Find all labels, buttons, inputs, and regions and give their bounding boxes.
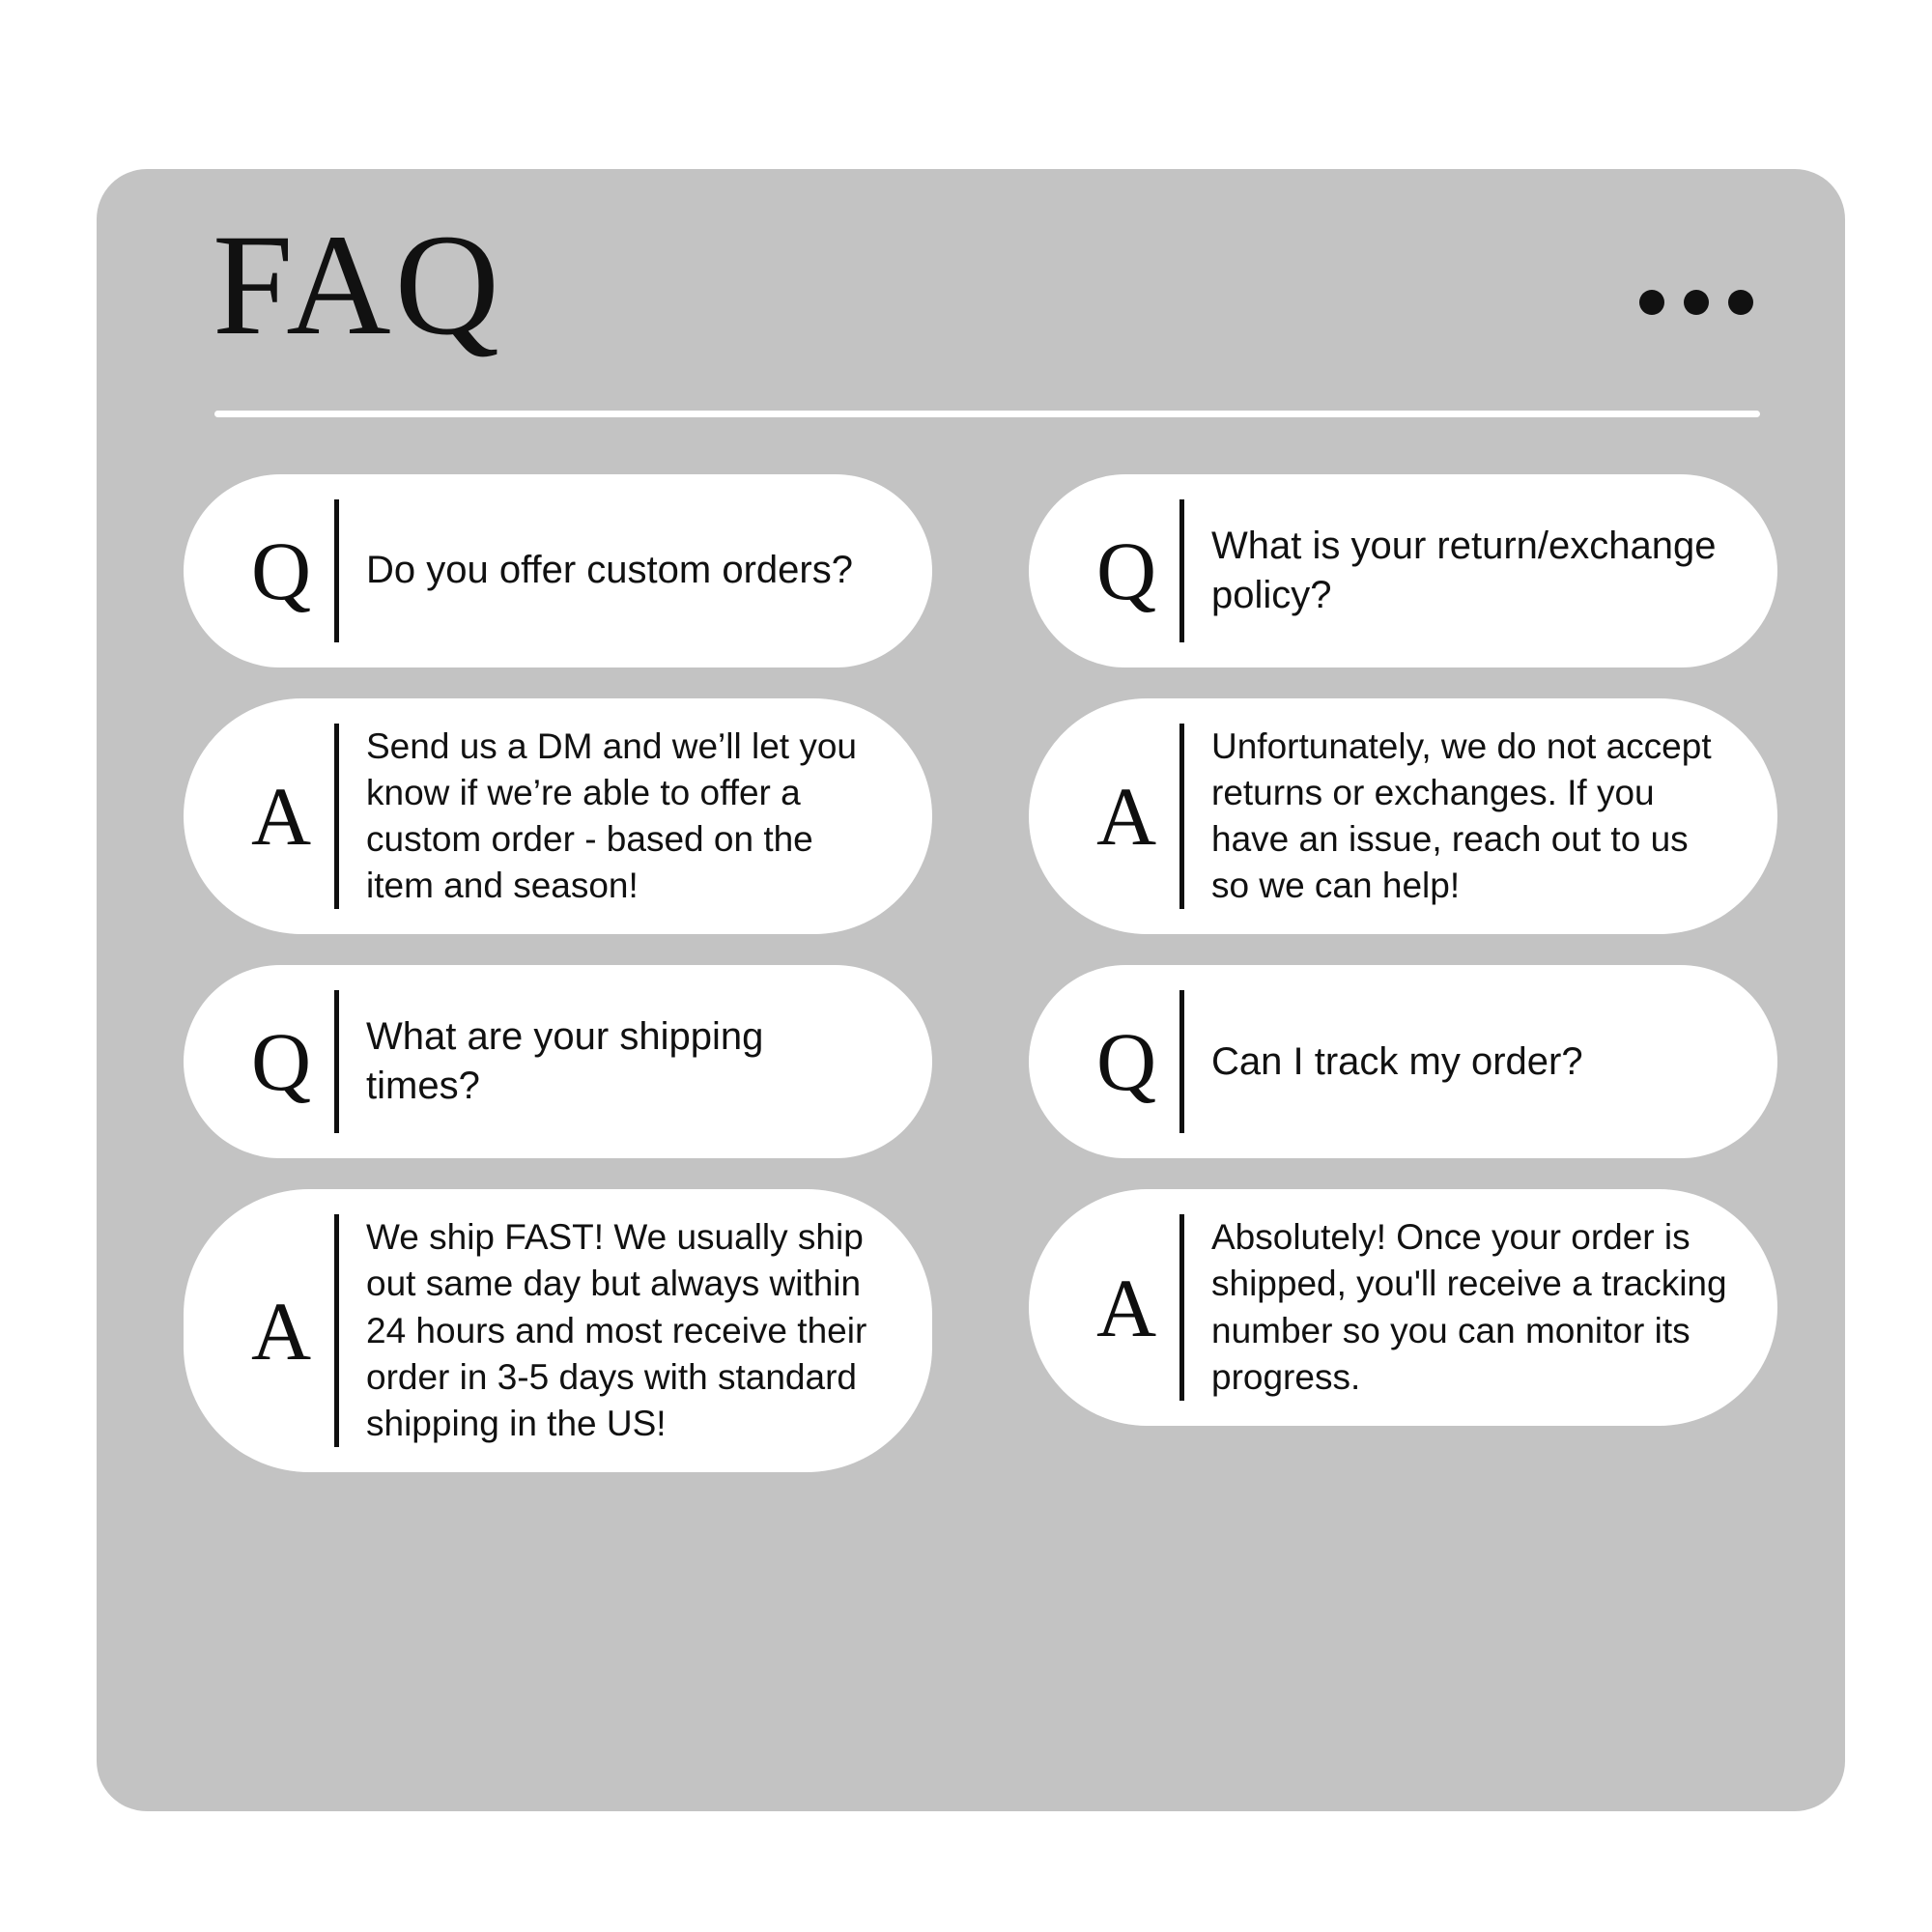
faq-question-cell-1: [1000, 459, 1806, 683]
dot-1: [1639, 290, 1664, 315]
question-text: Can I track my order?: [1211, 1039, 1583, 1083]
answer-text: We ship FAST! We usually ship out same day but always within 24 hours and most receive their order in 3-5 days with standard shipping in the US!: [366, 1217, 867, 1443]
header-divider: [214, 411, 1760, 417]
faq-answer-cell-0: [155, 683, 961, 950]
faq-answer-cell-2: [155, 1174, 961, 1487]
page-title: FAQ: [213, 205, 503, 365]
faq-grid: [155, 459, 1806, 1488]
question-text: What is your return/exchange policy?: [1211, 524, 1717, 616]
question-marker: Q: [250, 525, 312, 617]
answer-bubble[interactable]: [1029, 1189, 1777, 1425]
faq-answer-cell-3: [1000, 1174, 1806, 1487]
faq-question-cell-0: [155, 459, 961, 683]
answer-text: Send us a DM and we’ll let you know if we’re able to offer a custom order - based on the item and season!: [366, 726, 857, 906]
divider-line: [334, 724, 339, 909]
divider-line: [1179, 499, 1184, 642]
question-text: Do you offer custom orders?: [366, 549, 853, 592]
answer-marker: A: [250, 770, 312, 864]
answer-marker: A: [1095, 1261, 1157, 1354]
question-bubble[interactable]: [1029, 965, 1777, 1158]
answer-text: Unfortunately, we do not accept returns or exchanges. If you have an issue, reach out to us so we can help!: [1211, 726, 1712, 906]
question-bubble[interactable]: [1029, 474, 1777, 668]
faq-question-cell-2: [155, 950, 961, 1174]
divider-line: [1179, 1214, 1184, 1400]
faq-answer-cell-1: [1000, 683, 1806, 950]
question-marker: Q: [1095, 525, 1157, 617]
divider-line: [1179, 724, 1184, 909]
question-marker: Q: [250, 1015, 312, 1109]
dot-2: [1684, 290, 1709, 315]
question-marker: Q: [1095, 1015, 1157, 1109]
answer-marker: A: [1095, 770, 1157, 864]
divider-line: [334, 990, 339, 1133]
faq-card: [97, 169, 1845, 1811]
answer-marker: A: [250, 1284, 312, 1378]
answer-bubble[interactable]: [184, 698, 932, 934]
answer-bubble[interactable]: [184, 1189, 932, 1471]
dot-3: [1728, 290, 1753, 315]
question-text: What are your shipping times?: [366, 1015, 764, 1108]
answer-text: Absolutely! Once your order is shipped, you'll receive a tracking number so you can monitor its progress.: [1211, 1217, 1727, 1397]
divider-line: [334, 499, 339, 642]
divider-line: [1179, 990, 1184, 1133]
more-horizontal-icon[interactable]: [1639, 290, 1753, 315]
answer-bubble[interactable]: [1029, 698, 1777, 934]
divider-line: [334, 1214, 339, 1446]
faq-question-cell-3: [1000, 950, 1806, 1174]
question-bubble[interactable]: [184, 474, 932, 668]
question-bubble[interactable]: [184, 965, 932, 1158]
